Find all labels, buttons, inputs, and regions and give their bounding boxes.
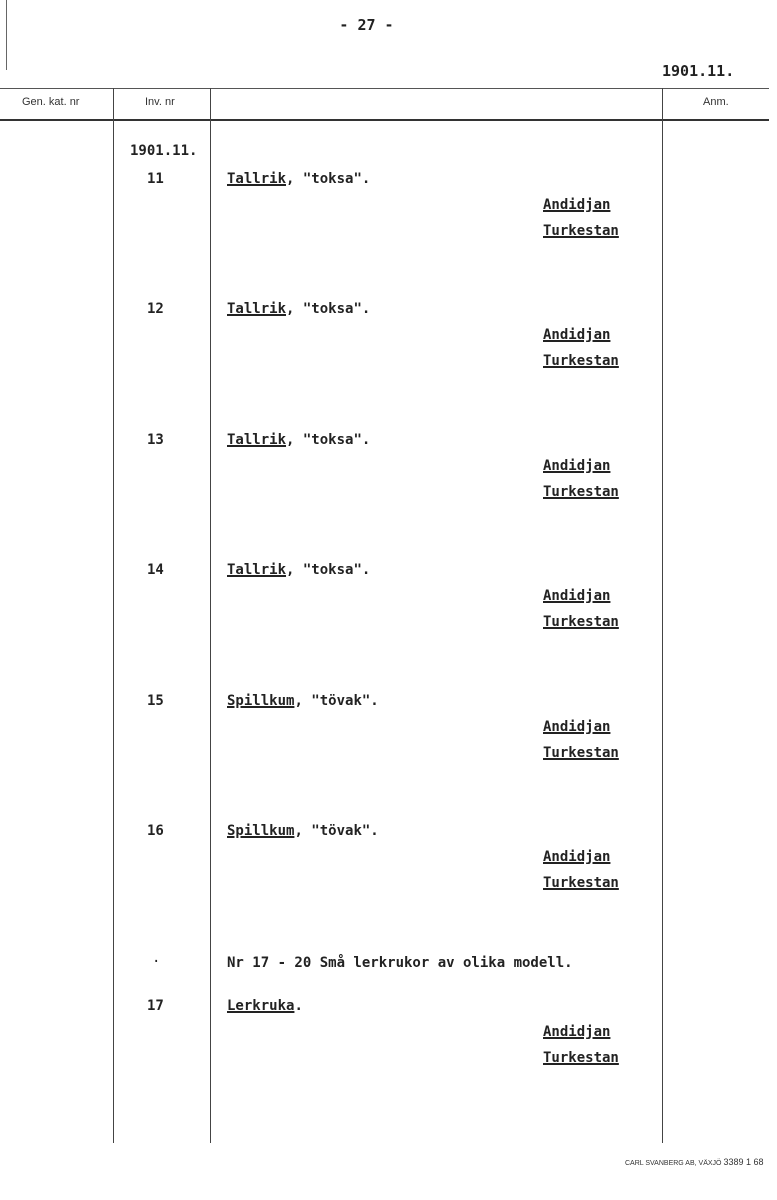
origin-country: Turkestan <box>543 1050 619 1066</box>
item-title: Lerkruka <box>227 998 295 1014</box>
origin-country: Turkestan <box>543 745 619 761</box>
item-title: Spillkum <box>227 693 295 709</box>
item-description <box>227 998 303 1014</box>
item-description <box>227 301 370 317</box>
column-header-inv-nr: Inv. nr <box>145 96 175 108</box>
origin-country: Turkestan <box>543 875 619 891</box>
origin-city: Andidjan <box>543 197 611 213</box>
column-header-row <box>0 88 777 120</box>
margin-mark <box>6 0 7 70</box>
inventory-number: 16 <box>147 823 164 839</box>
item-title: Tallrik <box>227 432 287 448</box>
item-local-name: , "toksa". <box>286 301 371 317</box>
origin-city: Andidjan <box>543 849 611 865</box>
item-title: Spillkum <box>227 823 295 839</box>
origin-city: Andidjan <box>543 1024 611 1040</box>
catalog-entry <box>0 171 777 271</box>
corner-identifier: 1901.11. <box>662 62 735 80</box>
header-rule-bottom <box>0 119 769 121</box>
inventory-number: 14 <box>147 562 164 578</box>
catalog-entry <box>0 432 777 532</box>
printer-imprint <box>625 1157 763 1167</box>
inventory-number: 11 <box>147 171 164 187</box>
origin-country: Turkestan <box>543 484 619 500</box>
item-local-name: . <box>294 998 303 1014</box>
item-local-name: , "tövak". <box>294 823 379 839</box>
inventory-number: 15 <box>147 693 164 709</box>
origin-country: Turkestan <box>543 353 619 369</box>
item-description <box>227 693 379 709</box>
date-marker: 1901.11. <box>130 143 198 159</box>
item-local-name: , "tövak". <box>294 693 379 709</box>
item-description <box>227 562 370 578</box>
item-description <box>227 432 370 448</box>
catalog-entry <box>0 562 777 662</box>
origin-country: Turkestan <box>543 614 619 630</box>
catalog-entry <box>0 823 777 923</box>
origin-city: Andidjan <box>543 588 611 604</box>
inventory-number: 13 <box>147 432 164 448</box>
item-description <box>227 171 370 187</box>
page-number: - 27 - <box>339 16 394 34</box>
origin-city: Andidjan <box>543 719 611 735</box>
printer-code: 3389 1 68 <box>723 1157 764 1167</box>
column-header-anm: Anm. <box>703 96 729 108</box>
item-title: Tallrik <box>227 171 287 187</box>
item-local-name: , "toksa". <box>286 171 371 187</box>
column-header-gen-kat-nr: Gen. kat. nr <box>22 96 80 108</box>
item-local-name: , "toksa". <box>286 432 371 448</box>
printer-name: CARL SVANBERG AB, VÄXJÖ <box>625 1160 722 1167</box>
margin-dot: . <box>152 950 161 966</box>
item-title: Tallrik <box>227 562 287 578</box>
catalog-entry <box>0 998 777 1098</box>
item-description <box>227 823 379 839</box>
item-title: Tallrik <box>227 301 287 317</box>
origin-city: Andidjan <box>543 458 611 474</box>
item-local-name: , "toksa". <box>286 562 371 578</box>
inventory-number: 17 <box>147 998 164 1014</box>
header-rule-top <box>0 88 769 89</box>
group-note: Nr 17 - 20 Små lerkrukor av olika modell. <box>227 955 573 971</box>
catalog-entry <box>0 301 777 401</box>
catalog-entry <box>0 693 777 793</box>
origin-city: Andidjan <box>543 327 611 343</box>
inventory-number: 12 <box>147 301 164 317</box>
origin-country: Turkestan <box>543 223 619 239</box>
